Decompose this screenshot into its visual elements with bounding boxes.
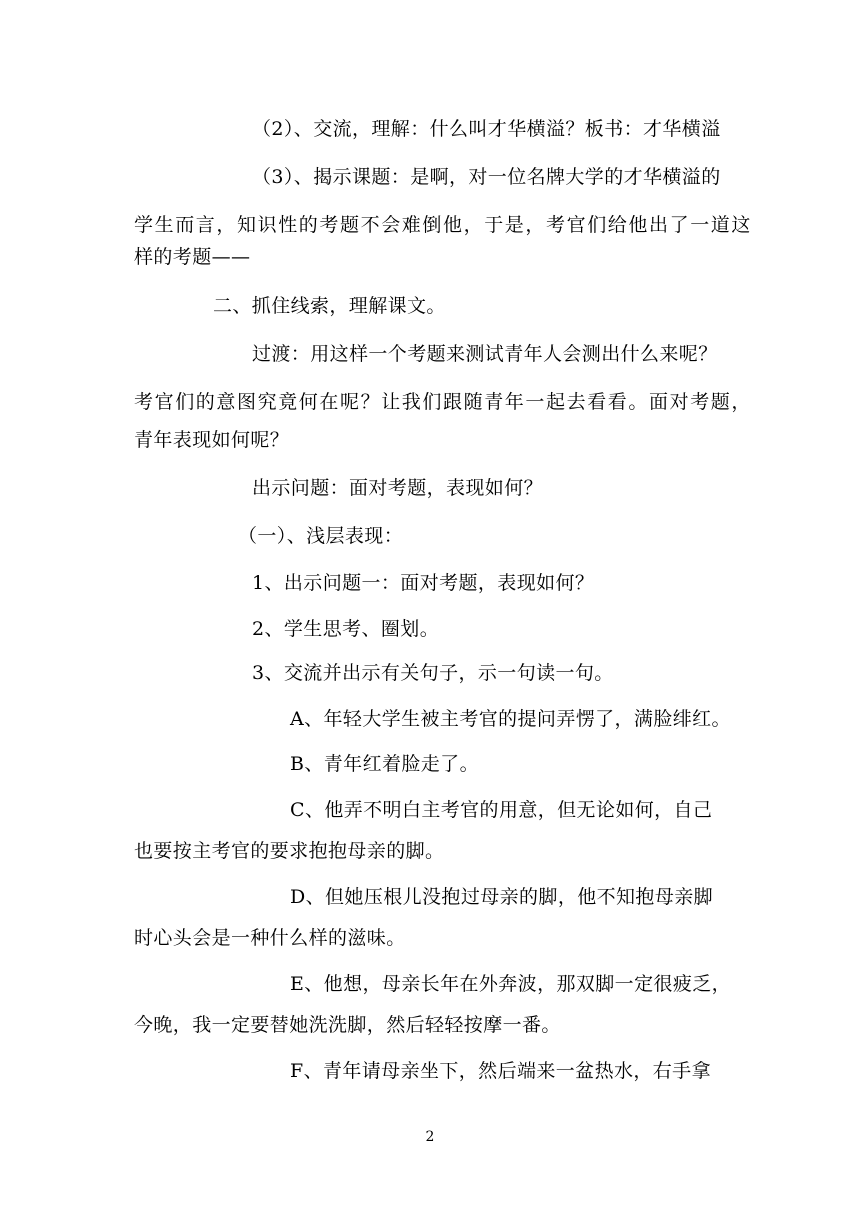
text-line-2: （3）、揭示课题：是啊，对一位名牌大学的才华横溢的 <box>252 166 721 188</box>
text-line-1: （2）、交流，理解：什么叫才华横溢？板书：才华横溢 <box>252 118 721 140</box>
page-number: 2 <box>425 1129 435 1145</box>
text-line-6: 过渡：用这样一个考题来测试青年人会测出什么来呢？ <box>252 343 718 365</box>
sentence-a: A、年轻大学生被主考官的提问弄愣了，满脸绯红。 <box>290 708 731 730</box>
question-display: 出示问题：面对考题，表现如何？ <box>252 477 544 499</box>
sentence-b: B、青年红着脸走了。 <box>290 753 479 775</box>
sentence-e-cont: 今晚，我一定要替她洗洗脚，然后轻轻按摩一番。 <box>134 1014 561 1036</box>
subsection-heading-1: （一）、浅层表现： <box>238 525 404 547</box>
text-line-7: 考官们的意图究竟何在呢？让我们跟随青年一起去看看。面对考题， <box>134 391 753 413</box>
text-line-4: 样的考题—— <box>134 246 251 268</box>
sentence-d-cont: 时心头会是一种什么样的滋味。 <box>134 927 406 949</box>
sentence-e: E、他想，母亲长年在外奔波，那双脚一定很疲乏， <box>290 973 732 995</box>
step-3: 3、交流并出示有关句子，示一句读一句。 <box>252 662 614 684</box>
section-heading-2: 二、抓住线索，理解课文。 <box>213 295 446 317</box>
step-2: 2、学生思考、圈划。 <box>252 618 440 640</box>
sentence-d: D、但她压根儿没抱过母亲的脚，他不知抱母亲脚 <box>290 886 714 908</box>
sentence-c-cont: 也要按主考官的要求抱抱母亲的脚。 <box>134 840 445 862</box>
sentence-c: C、他弄不明白主考官的用意，但无论如何，自己 <box>290 799 713 821</box>
step-1: 1、出示问题一：面对考题，表现如何？ <box>252 572 595 594</box>
sentence-f: F、青年请母亲坐下，然后端来一盆热水，右手拿 <box>290 1060 711 1082</box>
text-line-8: 青年表现如何呢？ <box>134 429 290 451</box>
text-line-3: 学生而言，知识性的考题不会难倒他，于是，考官们给他出了一道这 <box>134 214 753 236</box>
